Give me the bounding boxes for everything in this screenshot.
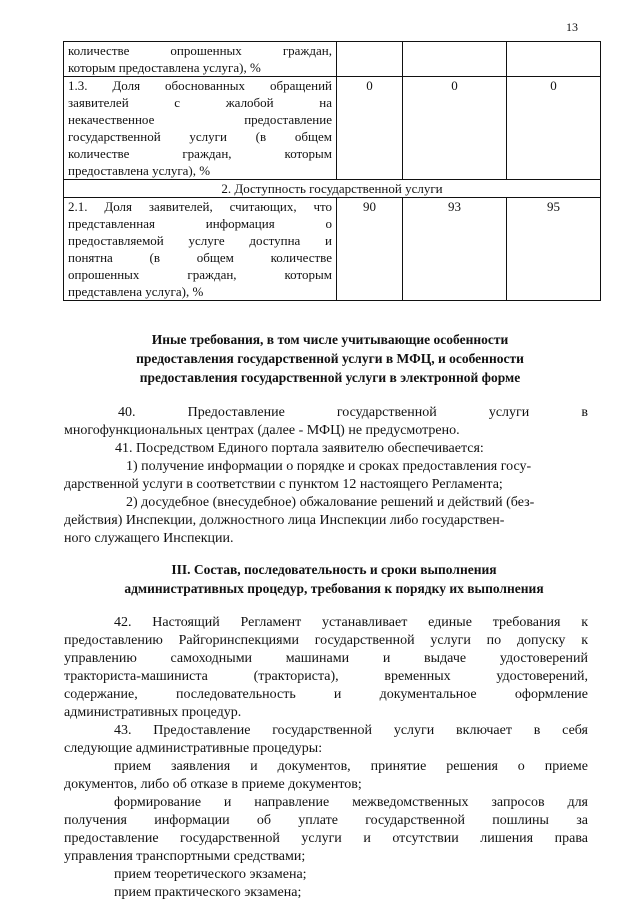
table-row [64,42,601,77]
paragraph-41-item-1: 1) получение информации о порядке и сроках предоставления госу- дарственной услуги в соответствии с пунктом 12 настоящего Регламента; [64,459,532,492]
table-value: 95 [507,198,601,301]
section-heading-iii: III. Состав, последовательность и сроки выполнения административных процедур, требования к порядку их выполнения [124,562,544,596]
table-row [64,77,601,180]
section-heading-other-requirements: Иные требования, в том числе учитывающие особенности предоставления государственной услуги в МФЦ, и особенности предоставления государственной услуги в электронной форме [136,332,524,385]
section-title: 2. Доступность государственной услуги [64,180,601,198]
table-row [64,198,601,301]
table-cell: количестве опрошенных граждан, которым предоставлена услуга), % [64,42,337,77]
table-value: 0 [337,77,403,180]
paragraph-41-item-2: 2) досудебное (внесудебное) обжалование решений и действий (без- действия) Инспекции, должностного лица Инспекции либо государствен- ного служащего Инспекции. [64,495,535,546]
paragraph-42: 42. Настоящий Регламент устанавливает единые требования к предоставлению Райгоринспекциями государственной услуги по допуску к управлению самоходными машинами и выдаче удостоверений тракториста-машиниста (тракториста), временных удостоверений, содержание, последовательность и документальное оформление административных процедур. [64,615,588,720]
table-cell: 2.1. Доля заявителей, считающих, что представленная информация о предоставляемой услуге доступна и понятна (в общем количестве опрошенных граждан, которым представлена услуга), % [64,198,337,301]
table-value: 90 [337,198,403,301]
table-section-row [64,180,601,198]
paragraph-41: 41. Посредством Единого портала заявителю обеспечивается: [115,441,484,456]
paragraph-43: 43. Предоставление государственной услуги включает в себя следующие административные процедуры: [64,723,588,756]
procedure-item-3: прием теоретического экзамена; [114,867,307,882]
paragraph-40: 40. Предоставление государственной услуги в многофункциональных центрах (далее - МФЦ) не предусмотрено. [64,405,588,438]
procedure-item-1: прием заявления и документов, принятие решения о приеме документов, либо об отказе в приеме документов; [64,759,588,792]
quality-indicators-table [63,41,601,301]
table-value: 93 [403,198,507,301]
procedure-item-4: прием практического экзамена; [114,885,302,900]
table-value: 0 [403,77,507,180]
page-number: 13 [566,20,578,34]
table-cell: 1.3. Доля обоснованных обращений заявителей с жалобой на некачественное предоставление государственной услуги (в общем количестве граждан, которым предоставлена услуга), % [64,77,337,180]
procedure-item-2: формирование и направление межведомственных запросов для получения информации об уплате государственной пошлины за предоставление государственной услуги и отсутствии лишения права управления транспортными средствами; [64,795,588,864]
table-value: 0 [507,77,601,180]
